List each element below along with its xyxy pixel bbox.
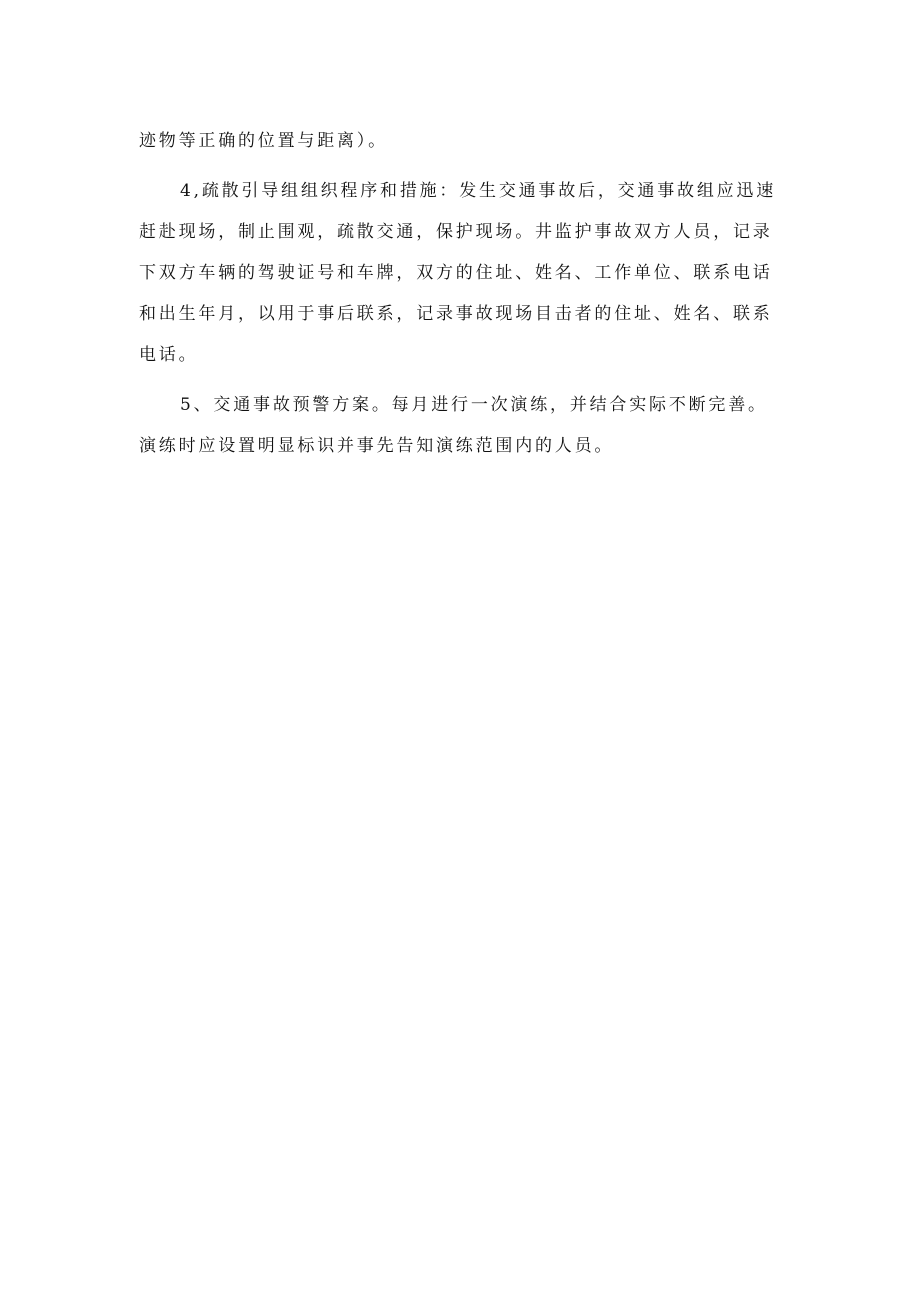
paragraph-warning-plan [139, 385, 781, 467]
paragraph-continuation [139, 121, 781, 162]
text-line: 迹物等正确的位置与距离）。 [139, 131, 388, 151]
text-line: 演练时应设置明显标识并事先告知演练范围内的人员。 [139, 436, 615, 456]
text-line: 5、交通事故预警方案。每月进行一次演练，并结合实际不断完善。 [180, 395, 768, 415]
text-line: 赶赴现场，制止围观，疏散交通，保护现场。井监护事故双方人员，记录 [139, 222, 773, 242]
text-line: 电话。 [139, 345, 199, 365]
paragraph-evacuation-group [139, 171, 781, 376]
document-body [139, 121, 781, 467]
text-line: 4,疏散引导组组织程序和措施：发生交通事故后，交通事故组应迅速 [180, 181, 777, 201]
text-line: 和出生年月，以用于事后联系，记录事故现场目击者的住址、姓名、联系 [139, 304, 773, 324]
text-line: 下双方车辆的驾驶证号和车牌，双方的住址、姓名、工作单位、联系电话 [139, 263, 773, 283]
